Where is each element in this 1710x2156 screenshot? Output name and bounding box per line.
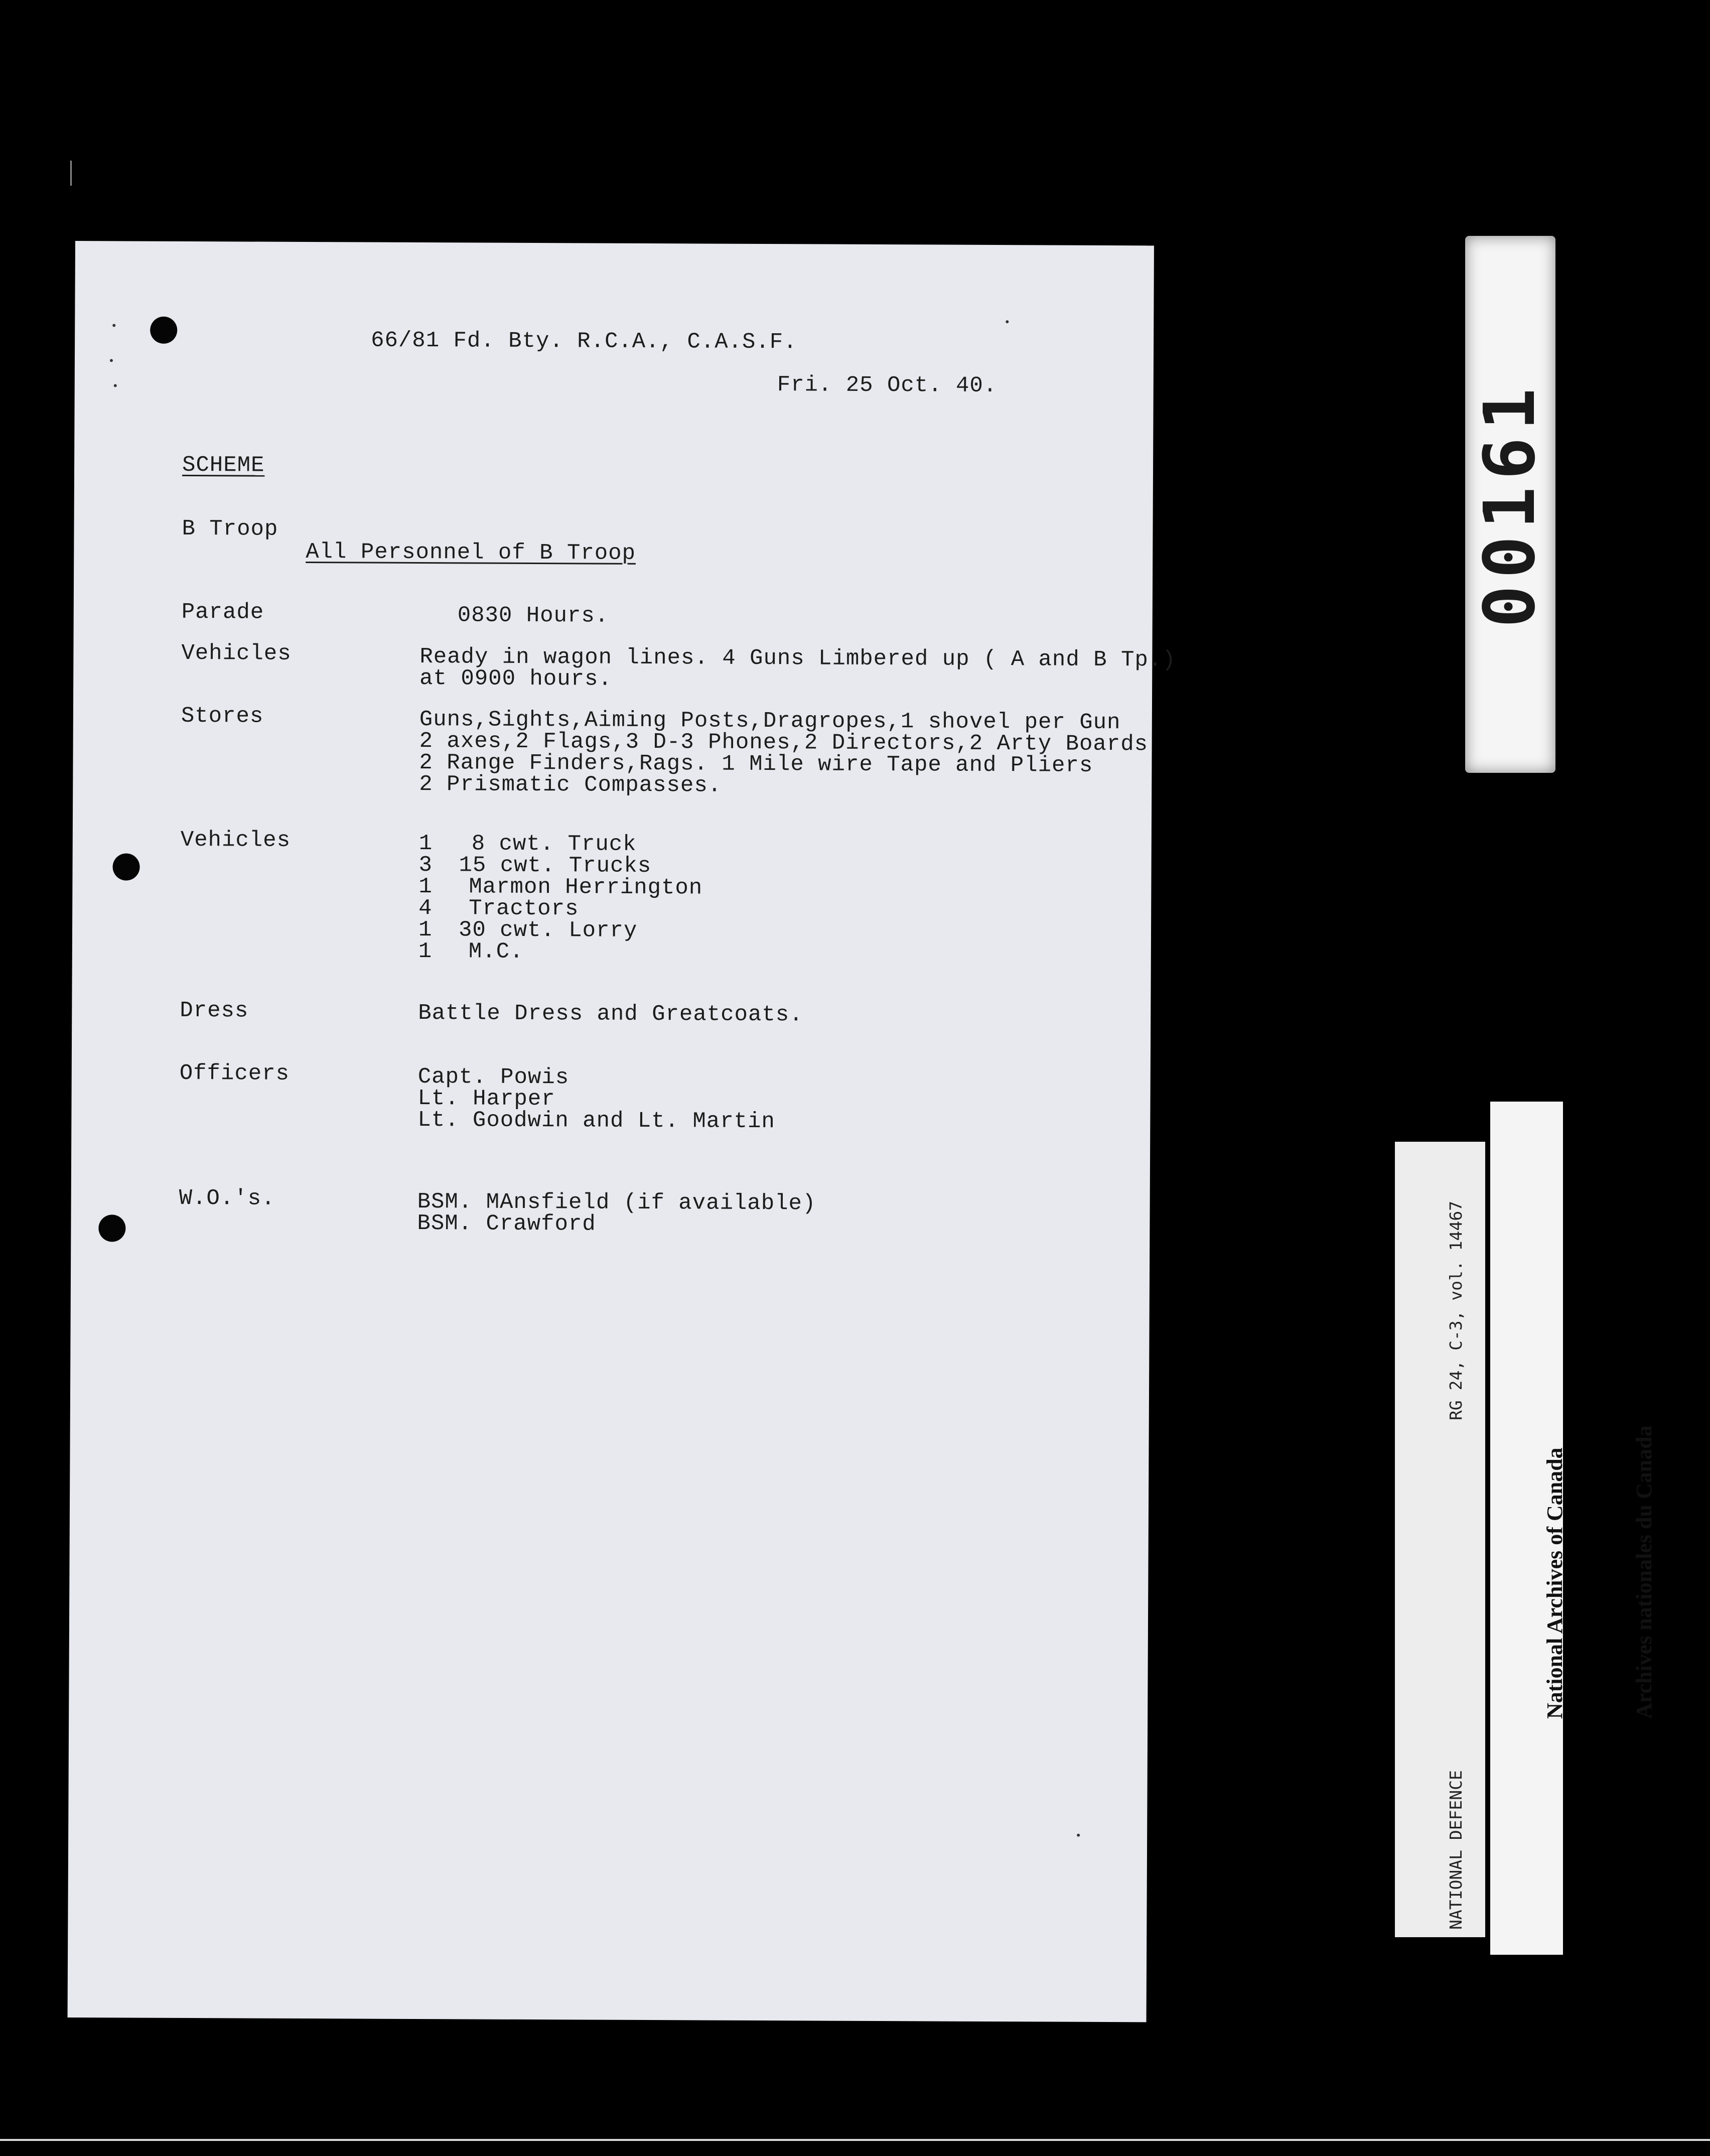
text-line: 2 Range Finders,Rags. 1 Mile wire Tape and Pliers [419, 750, 1093, 778]
reference-line: RG 24, C-3, vol. 14467 [1446, 1200, 1466, 1420]
text-line: 2 axes,2 Flags,3 D-3 Phones,2 Directors,2 Arty Boards [419, 729, 1149, 757]
wo-name: BSM. Crawford [417, 1210, 596, 1237]
frame-number: 00161 [1469, 381, 1551, 628]
vehicles-list-label: Vehicles [180, 827, 291, 853]
punch-hole [98, 1215, 125, 1242]
vehicle-desc: M.C. [468, 939, 524, 965]
troop-label: B Troop [182, 516, 278, 542]
paper-speck [110, 359, 113, 362]
vehicle-qty: 1 [418, 831, 433, 857]
vehicle-desc: 8 cwt. Truck [471, 831, 637, 857]
vehicle-desc: Tractors [469, 896, 579, 922]
unit-heading: 66/81 Fd. Bty. R.C.A., C.A.S.F. [371, 328, 797, 355]
vehicles-ready-label: Vehicles [181, 640, 292, 666]
officer-name: Lt. Goodwin and Lt. Martin [417, 1107, 775, 1135]
document-date: Fri. 25 Oct. 40. [777, 372, 998, 399]
dress-value: Battle Dress and Greatcoats. [418, 1000, 803, 1028]
paper-speck [1077, 1834, 1080, 1837]
wos-label: W.O.'s. [179, 1185, 275, 1211]
archive-name-en: National Archives of Canada [1542, 1447, 1567, 1719]
scan-mark [70, 161, 72, 186]
punch-hole [150, 317, 177, 344]
text-line: Guns,Sights,Aiming Posts,Dragropes,1 shovel per Gun [419, 707, 1121, 736]
archive-name-card [1490, 1102, 1656, 1955]
paper-speck [112, 324, 115, 327]
text-line: 2 Prismatic Compasses. [419, 772, 722, 798]
vehicle-qty: 1 [418, 938, 433, 965]
officer-name: Lt. Harper [417, 1086, 555, 1112]
paper-speck [114, 384, 117, 387]
vehicle-qty: 1 [418, 917, 433, 943]
stores-label: Stores [181, 703, 264, 729]
text-line: at 0900 hours. [419, 666, 612, 692]
scan-border-line [0, 2139, 1710, 2141]
vehicle-desc: 15 cwt. Trucks [459, 853, 652, 879]
text-line: Ready in wagon lines. 4 Guns Limbered up ( A and B Tp.) [419, 644, 1176, 673]
typed-document-page [68, 241, 1176, 2022]
paper-speck [1006, 320, 1009, 323]
vehicle-qty: 3 [418, 852, 433, 878]
frame-number-strip [1465, 236, 1555, 773]
officers-label: Officers [179, 1060, 290, 1087]
archive-name-fr: Archives nationales du Canada [1632, 1425, 1656, 1719]
parade-label: Parade [181, 599, 264, 625]
department-line: NATIONAL DEFENCE [1446, 1770, 1466, 1930]
archive-reference-card [1395, 1142, 1485, 1937]
scheme-heading: SCHEME [182, 452, 265, 478]
vehicle-desc: Marmon Herrington [469, 874, 703, 901]
troop-subheading: All Personnel of B Troop [306, 540, 636, 566]
punch-hole [112, 853, 139, 880]
parade-value: 0830 Hours. [457, 603, 609, 629]
vehicle-desc: 30 cwt. Lorry [458, 917, 638, 944]
dress-label: Dress [180, 998, 249, 1024]
vehicle-qty: 1 [418, 874, 433, 900]
officer-name: Capt. Powis [417, 1064, 569, 1091]
vehicle-qty: 4 [418, 895, 433, 921]
wo-name: BSM. MAnsfield (if available) [417, 1189, 816, 1217]
